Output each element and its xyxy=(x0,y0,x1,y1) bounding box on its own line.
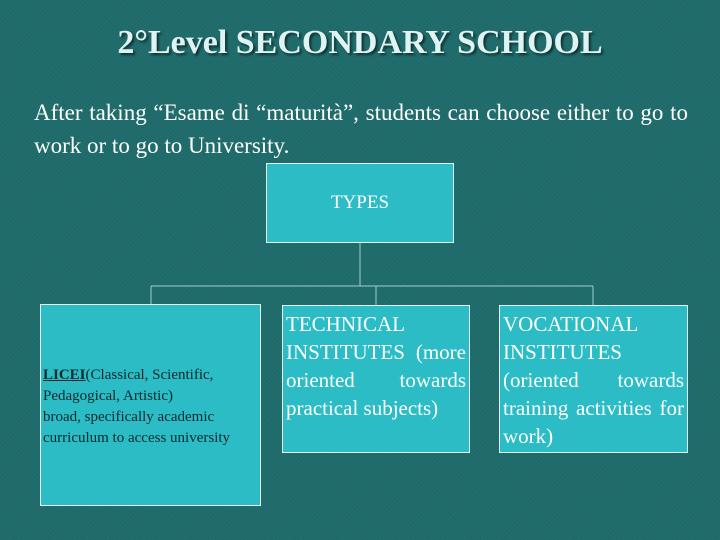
licei-lead: LICEI xyxy=(43,367,86,383)
technical-institutes-box xyxy=(282,305,470,453)
vocational-institutes-text: VOCATIONAL INSTITUTES (oriented towards training activities for work) xyxy=(503,312,684,448)
licei-detail: (Classical, Scientific, Pedagogical, Artistic) xyxy=(43,367,214,404)
types-box xyxy=(266,163,454,243)
intro-text: After taking “Esame di “maturità”, students can choose either to go to work or to go to University. xyxy=(34,100,688,158)
vocational-institutes-box xyxy=(499,305,688,453)
licei-extra: broad, specifically academic curriculum to access university xyxy=(43,409,231,446)
types-label: TYPES xyxy=(330,192,390,213)
licei-box xyxy=(40,304,261,506)
slide-title: 2°Level SECONDARY SCHOOL xyxy=(117,24,603,61)
technical-institutes-text: TECHNICAL INSTITUTES (more oriented towards practical subjects) xyxy=(286,312,466,420)
